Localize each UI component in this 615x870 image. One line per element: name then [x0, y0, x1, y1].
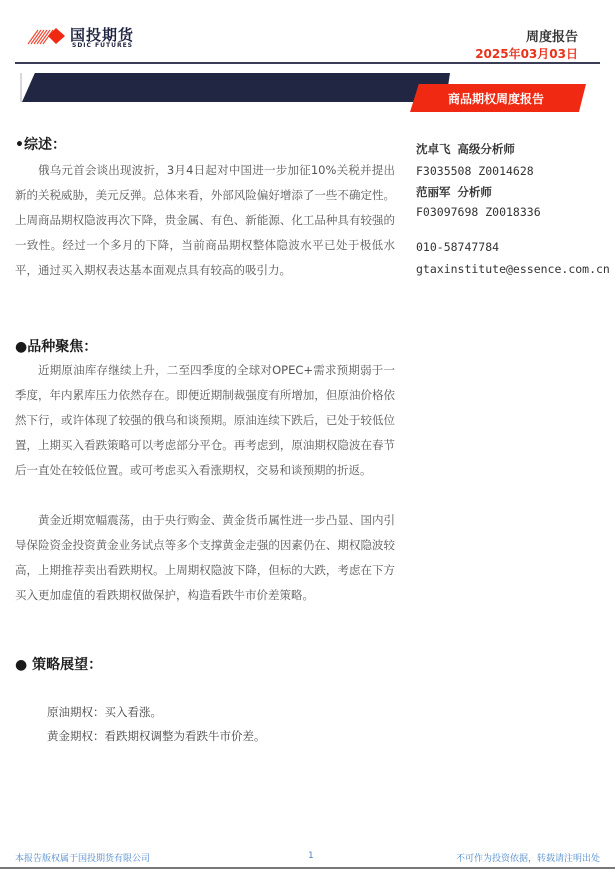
summary-paragraph: 俄乌元首会谈出现波折，3月4日起对中国进一步加征10%关税并提出新的关税威胁，美元反弹。总体来看，外部风险偏好增添了一些不确定性。上周商品期权隐波再次下降，贵金属、有色、新能源、化工品种具有较强的一致性。经过一个多月的下降，当前商品期权整体隐波水平已处于极低水平，通过买入期权表达基本面观点具有较高的吸引力。	[15, 163, 395, 277]
author-2-ids: F03097698 Z0018336	[416, 205, 541, 219]
author-2-name: 范丽军 分析师	[416, 185, 492, 199]
footer-copyright: 本报告版权属于国投期货有限公司	[15, 854, 151, 864]
author-1-name: 沈卓飞 高级分析师	[416, 142, 515, 156]
section-title-focus: ●品种聚焦：	[15, 339, 98, 355]
section-title-strategy: ● 策略展望：	[15, 657, 103, 673]
contact-phone: 010-58747784	[416, 240, 500, 254]
company-logo	[26, 22, 146, 52]
footer-disclaimer: 不可作为投资依据，转载请注明出处	[455, 854, 600, 864]
navy-banner	[22, 73, 450, 102]
page-number: 1	[308, 851, 314, 861]
contact-email[interactable]: gtaxinstitute@essence.com.cn	[416, 262, 610, 276]
logo-mark-icon	[26, 26, 66, 46]
banner-title: 商品期权周度报告	[448, 92, 545, 106]
header-divider	[15, 62, 600, 64]
section-title-summary: •综述：	[15, 137, 66, 153]
strategy-item-oil: 原油期权：买入看涨。	[47, 705, 162, 719]
report-type: 周度报告	[525, 30, 578, 45]
logo-cn-text: 国投期货	[70, 26, 135, 44]
author-1-ids: F3035508 Z0014628	[416, 164, 534, 178]
strategy-item-gold: 黄金期权：看跌期权调整为看跌牛市价差。	[47, 729, 266, 743]
report-date: 2025年03月03日	[475, 47, 578, 61]
footer-divider	[0, 867, 615, 869]
focus-paragraph-oil: 近期原油库存继续上升，二至四季度的全球对OPEC+需求预期弱于一季度，年内累库压力依然存在。即便近期制裁强度有所增加，但原油价格依然下行，或许体现了较强的俄乌和谈预期。原油连续下跌后，已处于较低位置，上期买入看跌策略可以考虑部分平仓。再考虑到，原油期权隐波在春节后一直处在较低位置。或可考虑买入看涨期权，交易和谈预期的折返。	[15, 363, 395, 477]
logo-en-text: SDIC FUTURES	[72, 42, 134, 49]
focus-paragraph-gold: 黄金近期宽幅震荡，由于央行购金、黄金货币属性进一步凸显、国内引导保险资金投资黄金业务试点等多个支撑黄金走强的因素仍在、期权隐波较高，上期推荐卖出看跌期权。上周期权隐波下降，但标的大跌，考虑在下方买入更加虚值的看跌期权做保护，构造看跌牛市价差策略。	[15, 513, 395, 602]
banner-edge	[20, 73, 22, 102]
